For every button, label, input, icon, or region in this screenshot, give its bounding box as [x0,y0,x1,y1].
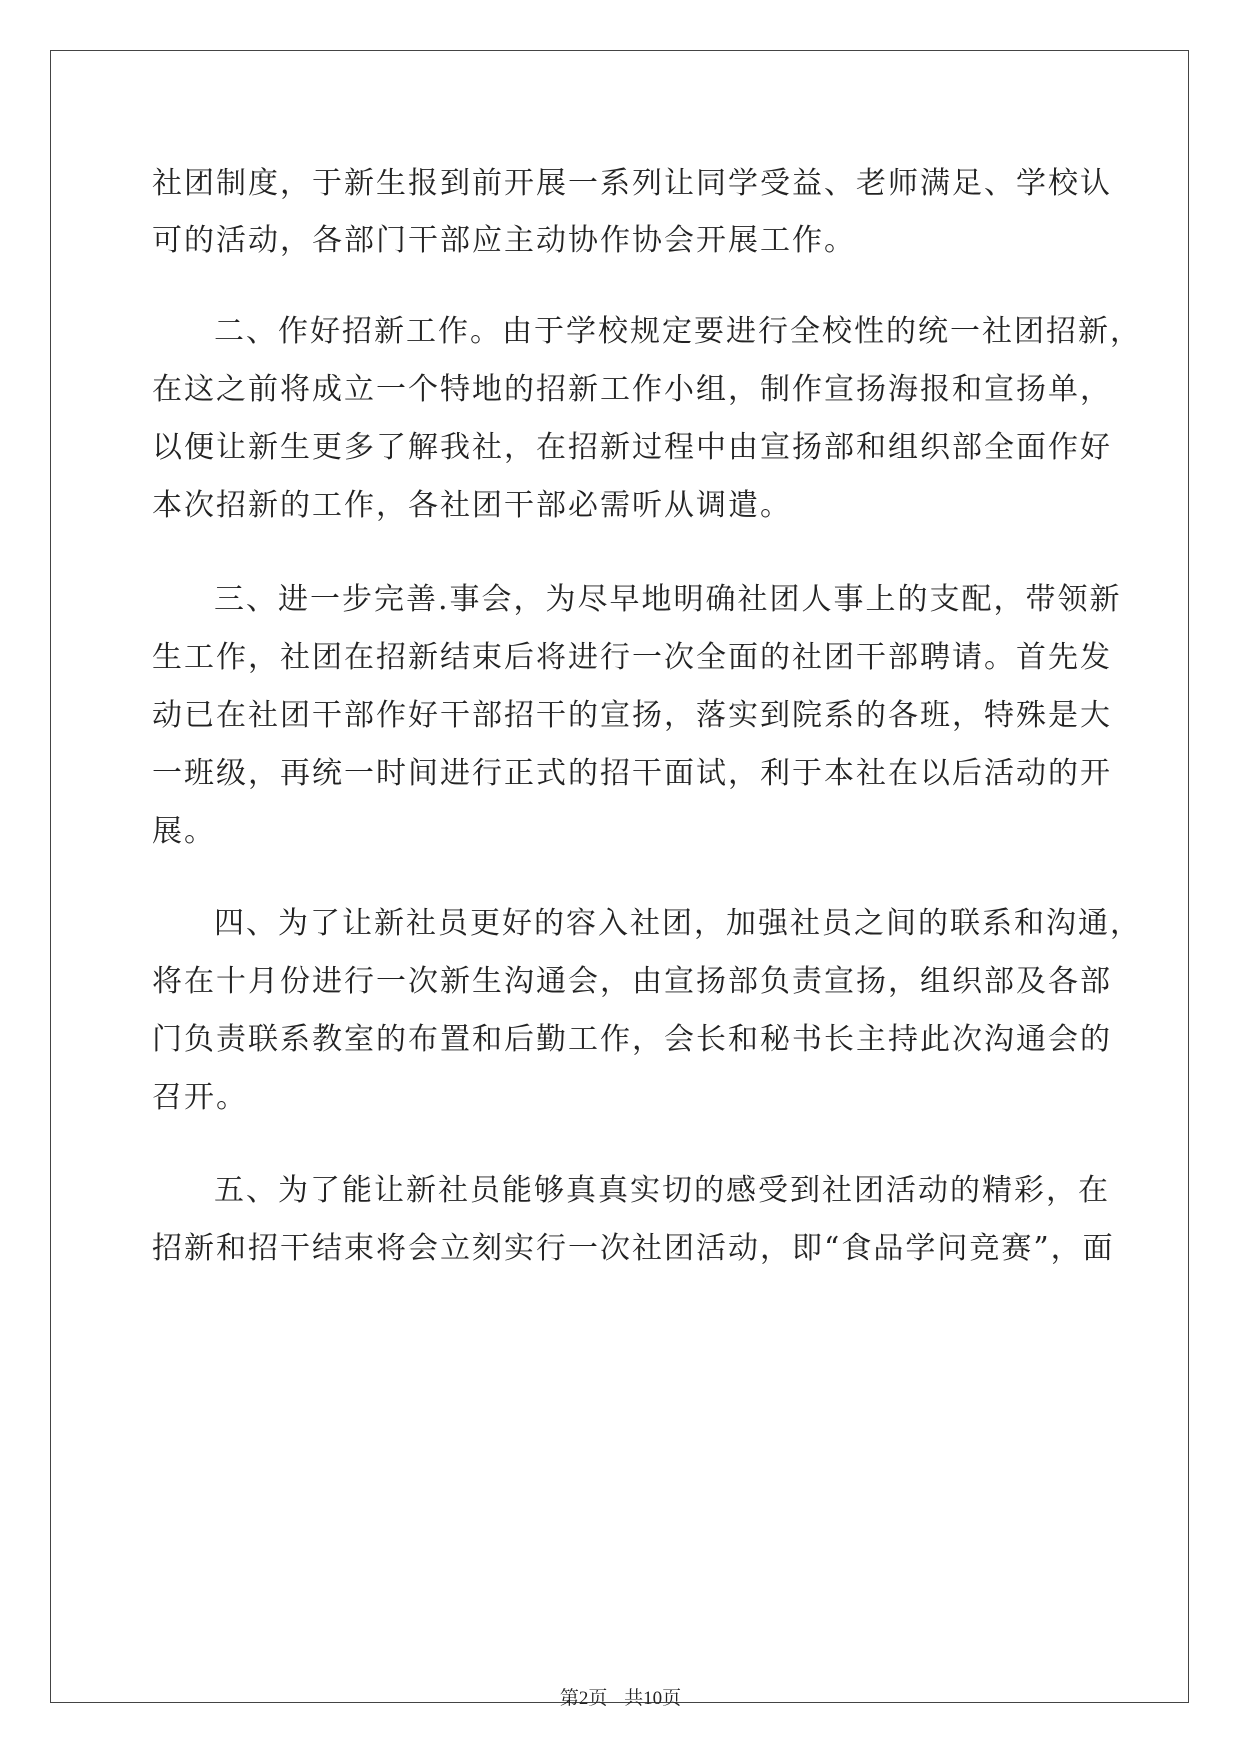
page-total: 共10页 [624,1688,682,1709]
page-footer [0,1683,1241,1710]
text-line: 本次招新的工作，各社团干部必需听从调遣。 [152,488,792,523]
text-line: 召开。 [152,1080,248,1115]
text-line: 五、为了能让新社员能够真真实切的感受到社团活动的精彩，在 [214,1173,1110,1208]
page-frame [50,50,1189,1703]
text-line: 动已在社团干部作好干部招干的宣扬，落实到院系的各班，特殊是大 [152,698,1112,733]
text-line: 生工作，社团在招新结束后将进行一次全面的社团干部聘请。首先发 [152,640,1112,675]
text-line: 招新和招干结束将会立刻实行一次社团活动，即“食品学问竞赛”，面 [152,1231,1115,1266]
text-line: 展。 [152,814,216,849]
text-line: 将在十月份进行一次新生沟通会，由宣扬部负责宣扬，组织部及各部 [152,964,1112,999]
text-line: 社团制度，于新生报到前开展一系列让同学受益、老师满足、学校认 [152,166,1112,201]
text-line: 四、为了让新社员更好的容入社团，加强社员之间的联系和沟通， [214,906,1142,941]
text-line: 以便让新生更多了解我社，在招新过程中由宣扬部和组织部全面作好 [152,430,1112,465]
text-line: 在这之前将成立一个特地的招新工作小组，制作宣扬海报和宣扬单， [152,372,1112,407]
text-line: 二、作好招新工作。由于学校规定要进行全校性的统一社团招新， [214,314,1142,349]
text-line: 三、进一步完善.事会，为尽早地明确社团人事上的支配，带领新 [214,582,1122,617]
page-number: 第2页 [559,1688,608,1709]
text-line: 可的活动，各部门干部应主动协作协会开展工作。 [152,223,856,258]
text-line: 一班级，再统一时间进行正式的招干面试，利于本社在以后活动的开 [152,756,1112,791]
text-line: 门负责联系教室的布置和后勤工作，会长和秘书长主持此次沟通会的 [152,1022,1112,1057]
